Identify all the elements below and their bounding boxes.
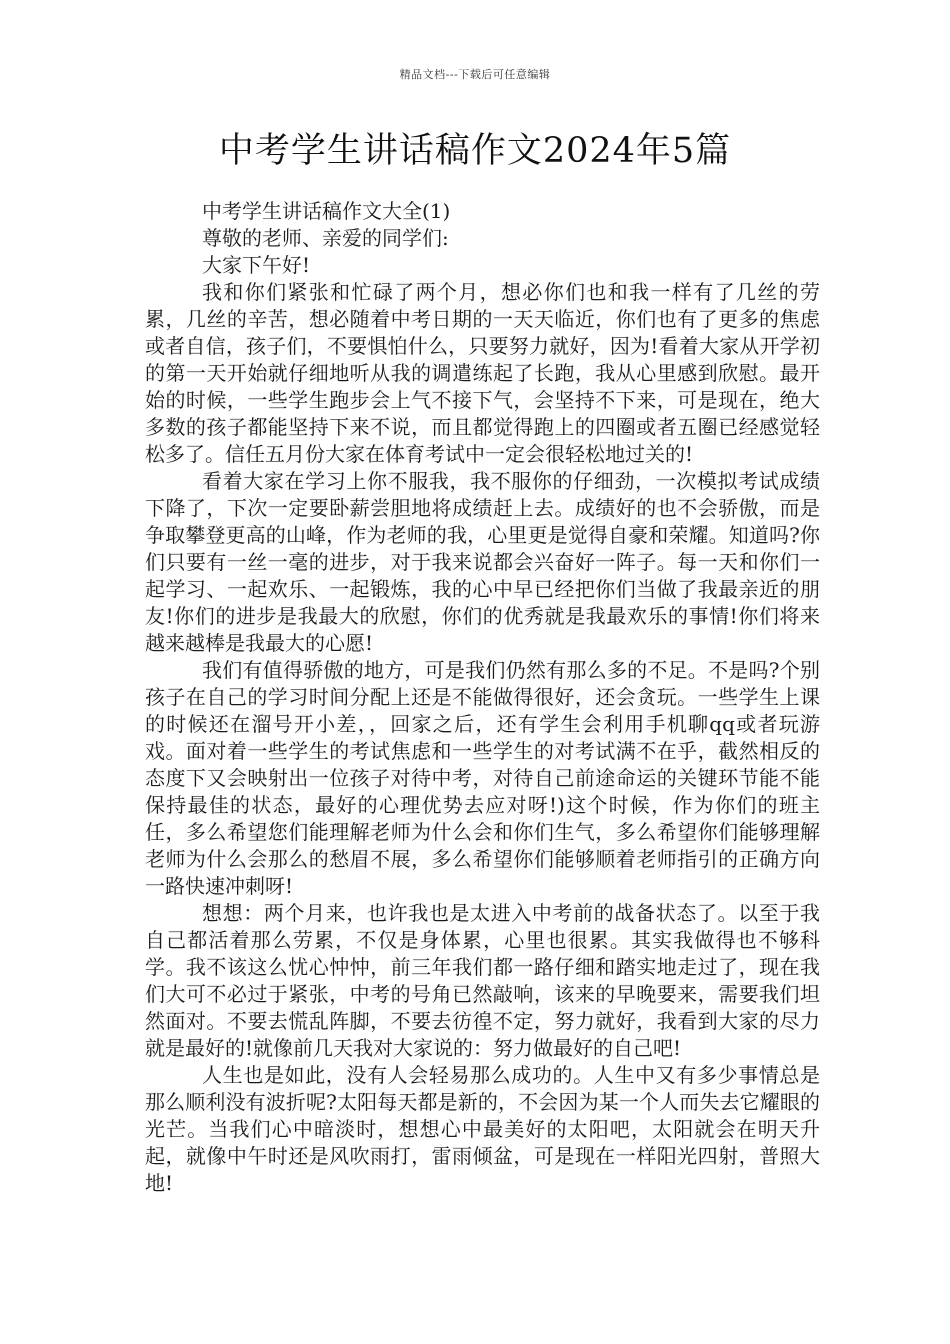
salutation: 尊敬的老师、亲爱的同学们:: [202, 226, 449, 250]
section-subtitle: 中考学生讲话稿作文大全(1): [202, 199, 451, 223]
header-note: 精品文档---下载后可任意编辑: [399, 68, 551, 81]
paragraph: 我们有值得骄傲的地方，可是我们仍然有那么多的不足。不是吗?个别孩子在自己的学习时间分配上还是不能做得很好，还会贪玩。一些学生上课的时候还在溜号开小差，，回家之后，还有学生会利用手机聊qq或者玩游戏。面对着一些学生的考试焦虑和一些学生的对考试满不在乎，截然相反的态度下又会映射出一位孩子对待中考，对待自己前途命运的关键环节能不能保持最佳的状态，最好的心理优势去应对呀!)这个时候，作为你们的班主任，多么希望您们能理解老师为什么会和你们生气，多么希望你们能够理解老师为什么会那么的愁眉不展，多么希望你们能够顺着老师指引的正确方向一路快速冲刺呀!: [145, 658, 820, 898]
document-title: 中考学生讲话稿作文2024年5篇: [218, 131, 732, 171]
document-body: [145, 198, 820, 1197]
paragraph: 想想：两个月来，也许我也是太进入中考前的战备状态了。以至于我自己都活着那么劳累，不仅是身体累，心里也很累。其实我做得也不够科学。我不该这么忧心忡忡，前三年我们都一路仔细和踏实地走过了，现在我们大可不必过于紧张，中考的号角已然敲响，该来的早晚要来，需要我们坦然面对。不要去慌乱阵脚，不要去彷徨不定，努力就好，我看到大家的尽力就是最好的!就像前几天我对大家说的：努力做最好的自己吧!: [145, 901, 820, 1060]
paragraph: 看着大家在学习上你不服我，我不服你的仔细劲，一次模拟考试成绩下降了，下次一定要卧薪尝胆地将成绩赶上去。成绩好的也不会骄傲，而是争取攀登更高的山峰，作为老师的我，心里更是觉得自豪和荣耀。知道吗?你们只要有一丝一毫的进步，对于我来说都会兴奋好一阵子。每一天和你们一起学习、一起欢乐、一起锻炼，我的心中早已经把你们当做了我最亲近的朋友!你们的进步是我最大的欣慰，你们的优秀就是我最欢乐的事情!你们将来越来越棒是我最大的心愿!: [145, 469, 820, 655]
greeting: 大家下午好!: [202, 253, 311, 277]
paragraph: 人生也是如此，没有人会轻易那么成功的。人生中又有多少事情总是那么顺利没有波折呢?太阳每天都是新的，不会因为某一个人而失去它耀眼的光芒。当我们心中暗淡时，想想心中最美好的太阳吧，太阳就会在明天升起，就像中午时还是风吹雨打，雷雨倾盆，可是现在一样阳光四射，普照大地!: [145, 1063, 820, 1195]
paragraph: 我和你们紧张和忙碌了两个月，想必你们也和我一样有了几丝的劳累，几丝的辛苦，想必随着中考日期的一天天临近，你们也有了更多的焦虑或者自信，孩子们，不要惧怕什么，只要努力就好，因为!看着大家从开学初的第一天开始就仔细地听从我的调遣练起了长跑，我从心里感到欣慰。最开始的时候，一些学生跑步会上气不接下气，会坚持不下来，可是现在，绝大多数的孩子都能坚持下来不说，而且都觉得跑上的四圈或者五圈已经感觉轻松多了。信任五月份大家在体育考试中一定会很轻松地过关的!: [145, 280, 820, 466]
